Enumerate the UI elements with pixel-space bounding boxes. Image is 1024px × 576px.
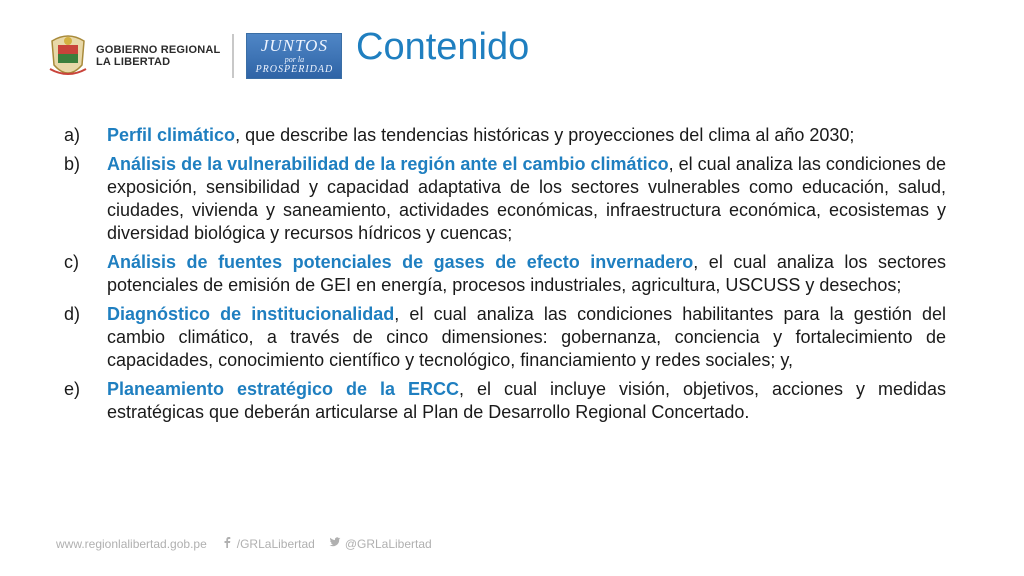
slide-title: Contenido: [356, 26, 530, 68]
content-list: [64, 124, 946, 430]
juntos-logo-line2: por la: [284, 55, 305, 64]
header-logos: [48, 28, 342, 84]
item-description: , el cual incluye visión, objetivos, acciones y medidas estratégicas que deberán articularse al Plan de Desarrollo Regional Concertado.: [107, 379, 946, 422]
org-name: [96, 44, 220, 68]
item-text: [107, 378, 946, 424]
facebook-icon: [221, 536, 233, 548]
footer-twitter: @GRLaLibertad: [344, 537, 432, 551]
item-description: , el cual analiza las condiciones habilitantes para la gestión del cambio climático, a través de cinco dimensiones: gobernanza, conciencia y fortalecimiento de capacidades, conocimiento científico y tecnológico, financiamiento y redes sociales; y,: [107, 304, 946, 370]
item-description: , el cual analiza los sectores potenciales de emisión de GEI en energía, procesos industriales, agricultura, USCUSS y desechos;: [107, 252, 946, 295]
juntos-logo: [246, 33, 342, 79]
footer-watermark: [56, 536, 432, 551]
footer-facebook-group: [221, 536, 315, 551]
footer-twitter-group: [329, 536, 432, 551]
juntos-logo-line1: JUNTOS: [260, 36, 328, 55]
org-name-line1: GOBIERNO REGIONAL: [96, 44, 221, 56]
footer-website: www.regionlalibertad.gob.pe: [56, 536, 207, 551]
item-highlight: Perfil climático: [107, 125, 236, 145]
regional-crest-logo: [48, 31, 88, 81]
item-marker: b): [64, 154, 81, 174]
list-item-b: [64, 153, 946, 245]
logo-divider: [232, 34, 234, 78]
item-marker: d): [64, 304, 81, 324]
footer-facebook: /GRLaLibertad: [236, 537, 315, 551]
org-name-line2: LA LIBERTAD: [96, 56, 171, 68]
list-item-e: [64, 378, 946, 424]
item-description: , el cual analiza las condiciones de exposición, sensibilidad y capacidad adaptativa de los sectores vulnerables como educación, salud, ciudades, vivienda y saneamiento, actividades económicas, infraestructura económica, ecosistemas y diversidad biológica y recursos hídricos y cuencas;: [107, 154, 946, 243]
item-text: [107, 124, 946, 147]
item-marker: c): [64, 252, 79, 272]
item-highlight: Diagnóstico de institucionalidad: [107, 304, 395, 324]
item-marker: a): [64, 125, 81, 145]
list-item-d: [64, 303, 946, 372]
item-marker: e): [64, 379, 81, 399]
list-item-a: [64, 124, 946, 147]
list-item-c: [64, 251, 946, 297]
item-text: [107, 303, 946, 372]
juntos-logo-line3: PROSPERIDAD: [255, 64, 334, 75]
item-highlight: Análisis de la vulnerabilidad de la región ante el cambio climático: [107, 154, 669, 174]
item-highlight: Planeamiento estratégico de la ERCC: [107, 379, 459, 399]
twitter-icon: [329, 536, 341, 548]
item-description: , que describe las tendencias históricas y proyecciones del clima al año 2030;: [235, 125, 855, 145]
item-text: [107, 153, 946, 245]
item-text: [107, 251, 946, 297]
item-highlight: Análisis de fuentes potenciales de gases de efecto invernadero: [107, 252, 694, 272]
